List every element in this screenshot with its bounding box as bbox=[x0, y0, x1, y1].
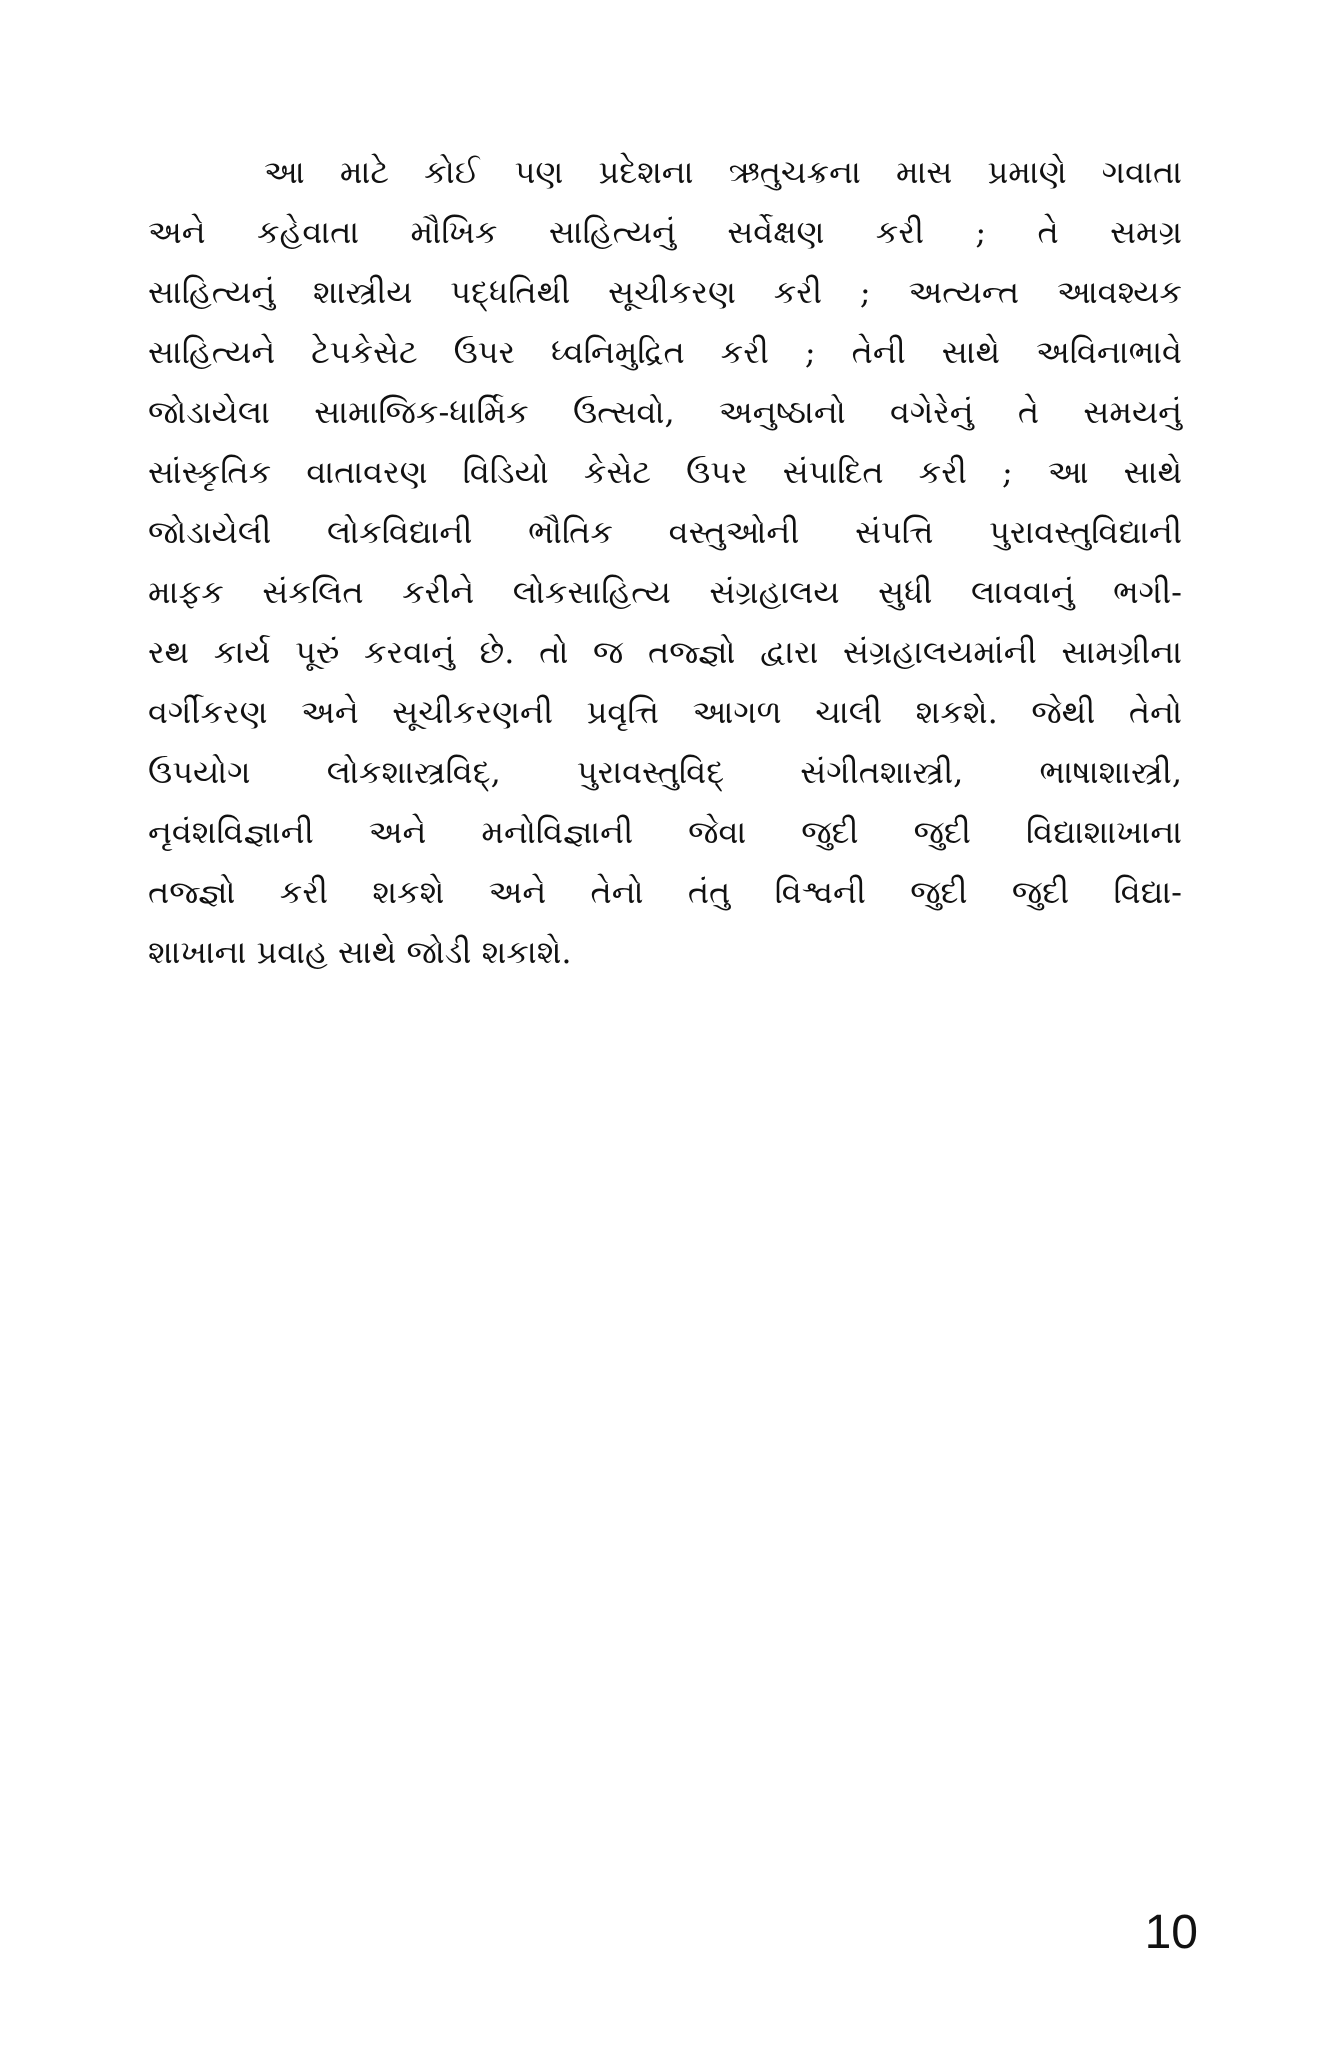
paragraph-line: માફક સંકલિત કરીને લોકસાહિત્ય સંગ્રહાલય સુધી લાવવાનું ભગી- bbox=[148, 573, 1182, 611]
paragraph-line: સાહિત્યને ટેપકેસેટ ઉપર ધ્વનિમુદ્રિત કરી ; તેની સાથે અવિનાભાવે bbox=[148, 333, 1182, 371]
paragraph-line: ઉપયોગ લોકશાસ્ત્રવિદ્, પુરાવસ્તુવિદ્ સંગીતશાસ્ત્રી, ભાષાશાસ્ત્રી, bbox=[148, 753, 1182, 791]
page-number: 10 bbox=[1144, 1906, 1198, 1959]
body-paragraph bbox=[148, 142, 1182, 982]
paragraph-line: રથ કાર્ય પૂરું કરવાનું છે. તો જ તજ્જ્ઞો દ્વારા સંગ્રહાલયમાંની સામગ્રીના bbox=[148, 633, 1182, 671]
paragraph-line: નૃવંશવિજ્ઞાની અને મનોવિજ્ઞાની જેવા જુદી જુદી વિદ્યાશાખાના bbox=[148, 813, 1182, 851]
paragraph-line: જોડાયેલી લોકવિદ્યાની ભૌતિક વસ્તુઓની સંપત્તિ પુરાવસ્તુવિદ્યાની bbox=[148, 513, 1182, 551]
paragraph-line: તજ્જ્ઞો કરી શકશે અને તેનો તંતુ વિશ્વની જુદી જુદી વિદ્યા- bbox=[148, 873, 1182, 911]
paragraph-line: શાખાના પ્રવાહ સાથે જોડી શકાશે. bbox=[148, 933, 572, 971]
paragraph-line: અને કહેવાતા મૌખિક સાહિત્યનું સર્વેક્ષણ કરી ; તે સમગ્ર bbox=[148, 213, 1182, 251]
paragraph-line: સાહિત્યનું શાસ્ત્રીય પદ્ધતિથી સૂચીકરણ કરી ; અત્યન્ત આવશ્યક bbox=[148, 273, 1182, 311]
paragraph-line: જોડાયેલા સામાજિક-ધાર્મિક ઉત્સવો, અનુષ્ઠાનો વગેરેનું તે સમયનું bbox=[148, 393, 1182, 431]
paragraph-line: વર્ગીકરણ અને સૂચીકરણની પ્રવૃત્તિ આગળ ચાલી શકશે. જેથી તેનો bbox=[148, 693, 1182, 731]
paragraph-line: સાંસ્કૃતિક વાતાવરણ વિડિયો કેસેટ ઉપર સંપાદિત કરી ; આ સાથે bbox=[148, 453, 1182, 491]
paragraph-line: આ માટે કોઈ પણ પ્રદેશના ઋતુચક્રના માસ પ્રમાણે ગવાતા bbox=[264, 153, 1182, 191]
